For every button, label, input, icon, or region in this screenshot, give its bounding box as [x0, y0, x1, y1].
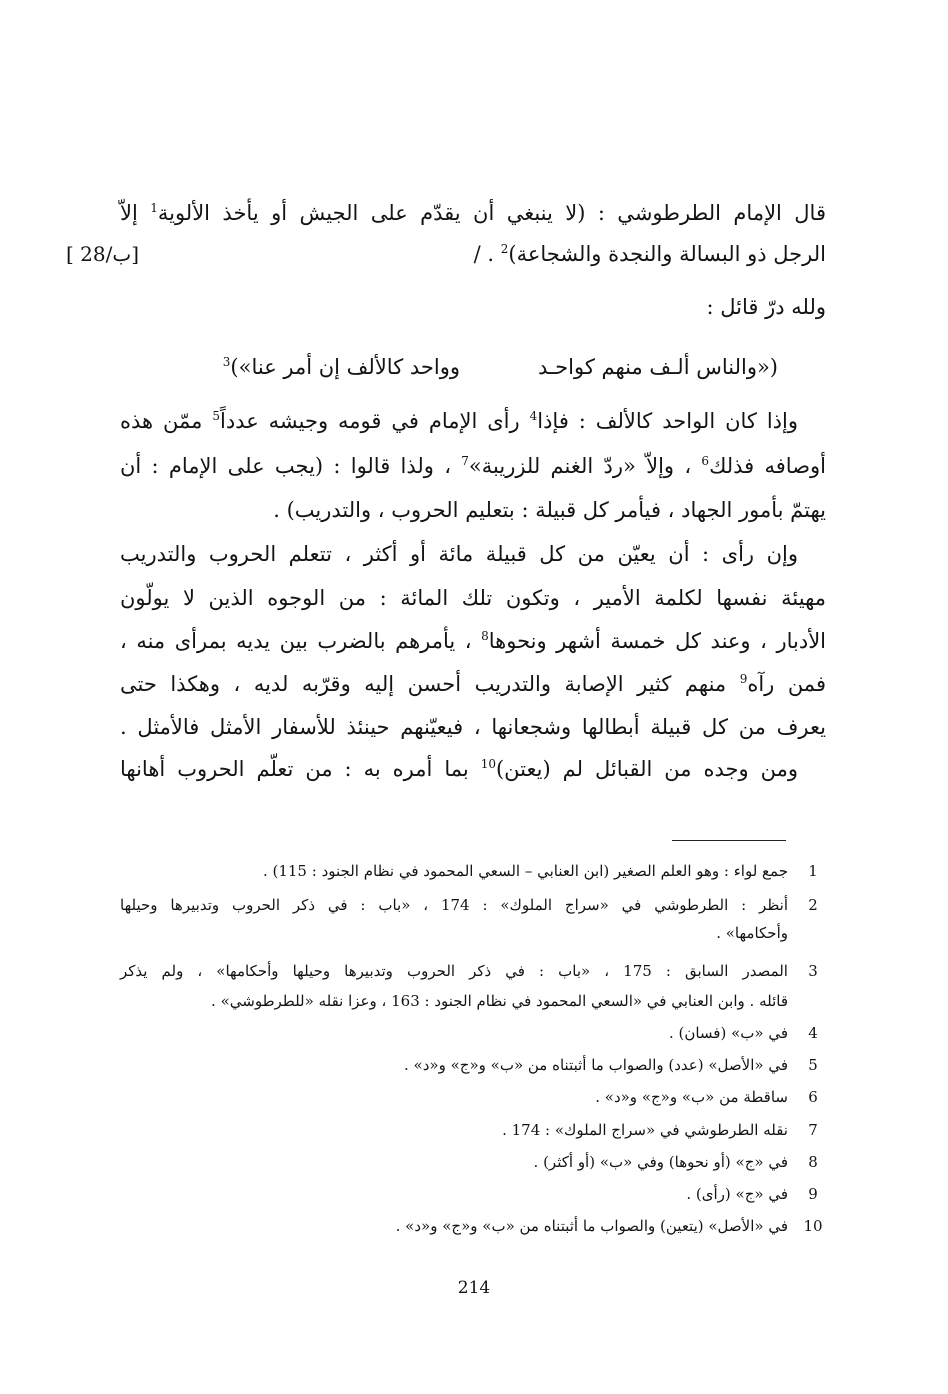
body-text: يهتمّ بأمور الجهاد ، فيأمر كل قبيلة : بتعليم الحروب ، والتدريب) . — [273, 498, 826, 522]
footnote-ref: 8 — [481, 629, 489, 643]
footnote-9 — [120, 1181, 788, 1207]
footnote-ref: 3 — [222, 355, 231, 369]
body-text: مهيئة نفسها لكلمة الأمير ، وتكون تلك المائة : من الوجوه الذين لا يولّون — [120, 586, 826, 610]
footnote-1 — [120, 858, 788, 884]
footnote-number: 8 — [808, 1153, 818, 1171]
footnote-7 — [120, 1117, 788, 1143]
footnote-number: 7 — [808, 1121, 818, 1139]
footnote-ref: 5 — [212, 409, 220, 423]
footnote-number: 10 — [803, 1217, 823, 1235]
footnote-text: في «ب» (فسان) . — [668, 1024, 788, 1042]
footnote-10 — [120, 1213, 788, 1239]
body-text: قال الإمام الطرطوشي : (لا ينبغي أن يقدّم على الجيش أو يأخذ الألوية — [157, 201, 826, 225]
body-line-11 — [120, 667, 826, 705]
body-text: يعرف من كل قبيلة أبطالها وشجعانها ، فيعيّنهم حينئذ للأسفار الأمثل فالأمثل . — [120, 715, 826, 739]
footnote-text: ساقطة من «ب» و«ج» و«د» . — [595, 1088, 788, 1106]
footnote-number: 4 — [808, 1024, 818, 1042]
body-text: وإذا كان الواحد كالألف : فإذا — [537, 409, 799, 433]
poem-verse — [168, 350, 778, 388]
footnote-text: في «ج» (أو نحوها) وفي «ب» (أو أكثر) . — [533, 1153, 788, 1171]
footnote-text: أنظر : الطرطوشي في «سراج الملوك» : 174 ، «باب : في ذكر الحروب وتدبيرها وحيلها — [120, 896, 788, 914]
footnote-number: 3 — [808, 962, 818, 980]
body-line-8 — [120, 537, 826, 575]
body-text: وواحد كالألف إن أمر عنا») — [230, 355, 460, 379]
footnote-ref: 2 — [500, 242, 509, 256]
footnote-text: وأحكامها» . — [716, 924, 788, 942]
footnote-number: 5 — [808, 1056, 818, 1074]
footnote-text: قائله . وابن العنابي في «السعي المحمود في نظام الجنود : 163 ، وعزا نقله «للطرطوشي» . — [211, 992, 788, 1010]
footnote-text: المصدر السابق : 175 ، «باب : في ذكر الحروب وتدبيرها وحيلها وأحكامها» ، ولم يذكر — [120, 962, 788, 980]
poem-hemistich-1: («والناس ألـف منهم كواحـد — [537, 355, 778, 379]
body-text: ممّن هذه — [120, 409, 213, 433]
body-line-12 — [120, 710, 826, 748]
footnote-3-cont — [120, 988, 788, 1014]
footnote-ref: 6 — [701, 454, 710, 468]
footnote-6 — [120, 1084, 788, 1110]
body-line-6 — [120, 449, 826, 487]
footnote-3 — [120, 958, 788, 984]
body-text: . / — [473, 242, 501, 266]
footnote-ref: 1 — [150, 201, 158, 215]
footnote-5 — [120, 1052, 788, 1078]
footnote-number: 1 — [808, 862, 818, 880]
footnote-text: في «الأصل» (يتعين) والصواب ما أثبتناه من «ب» و«ج» و«د» . — [395, 1217, 788, 1235]
footnote-number: 6 — [808, 1088, 818, 1106]
manuscript-folio-marker: [ 28/ب] — [66, 242, 139, 266]
body-text: وإن رأى : أن يعيّن من كل قبيلة مائة أو أكثر ، تتعلم الحروب والتدريب — [120, 542, 798, 566]
footnote-ref: 9 — [739, 672, 748, 686]
footnote-text: في «الأصل» (عدد) والصواب ما أثبتناه من «ب» و«ج» و«د» . — [404, 1056, 788, 1074]
body-line-2 — [66, 237, 826, 275]
footnote-separator — [672, 840, 786, 841]
footnote-4 — [120, 1020, 788, 1046]
body-line-13 — [120, 752, 826, 790]
body-text: الأدبار ، وعند كل خمسة أشهر ونحوها — [488, 629, 826, 653]
body-text: إلاّ — [120, 201, 151, 225]
body-text: ، وإلاّ «ردّ الغنم للزريبة» — [468, 454, 702, 478]
body-line-9 — [120, 581, 826, 619]
body-line-10 — [120, 624, 826, 662]
body-text: منهم كثير الإصابة والتدريب أحسن إليه وقرّبه لديه ، وهكذا حتى — [120, 672, 740, 696]
page-number: 214 — [457, 1278, 491, 1298]
body-line-1 — [120, 196, 826, 234]
footnote-ref: 10 — [480, 757, 496, 771]
footnote-text: في «ج» (رأى) . — [686, 1185, 788, 1203]
body-text: بما أمره به : من تعلّم الحروب أهانها — [120, 757, 481, 781]
body-text: فمن رآه — [747, 672, 826, 696]
body-line-5 — [120, 404, 826, 442]
footnote-text: جمع لواء : وهو العلم الصغير (ابن العنابي – السعي المحمود في نظام الجنود : 115) . — [262, 862, 788, 880]
body-text: الرجل ذو البسالة والنجدة والشجاعة) — [508, 242, 826, 266]
footnote-ref: 4 — [529, 409, 538, 423]
footnote-number: 2 — [808, 896, 818, 914]
body-line-3 — [120, 290, 826, 328]
footnote-ref: 7 — [461, 454, 469, 468]
footnote-8 — [120, 1149, 788, 1175]
footnote-text: نقله الطرطوشي في «سراج الملوك» : 174 . — [502, 1121, 788, 1139]
poem-hemistich-2 — [223, 350, 460, 384]
body-text: ومن وجده من القبائل لم (يعتن) — [495, 757, 798, 781]
footnote-number: 9 — [808, 1185, 818, 1203]
body-text: ، يأمرهم بالضرب بين يديه بمرأى منه ، — [120, 629, 482, 653]
footnote-2 — [120, 892, 788, 918]
body-line-7 — [120, 493, 826, 531]
body-text: ، ولذا قالوا : (يجب على الإمام : أن — [120, 454, 462, 478]
body-text: رأى الإمام في قومه وجيشه عدداً — [219, 409, 530, 433]
body-text: ولله درّ قائل : — [706, 295, 826, 319]
body-text: أوصافه فذلك — [709, 454, 827, 478]
footnote-2-cont — [120, 920, 788, 946]
